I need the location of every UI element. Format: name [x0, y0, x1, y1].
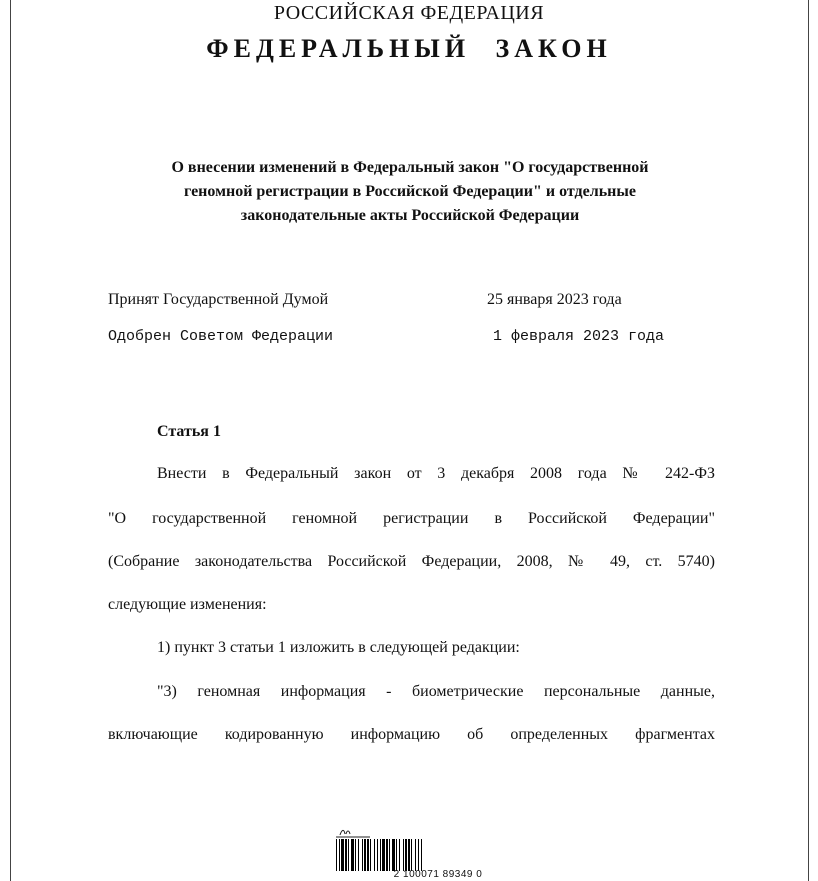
barcode-bar — [341, 839, 344, 871]
law-title-line: законодательные акты Российской Федерации — [240, 207, 580, 224]
barcode-bar — [408, 839, 410, 871]
duma-adoption-date: 25 января 2023 года — [487, 291, 622, 308]
article-text-line: 1) пункт 3 статьи 1 изложить в следующей редакции: — [157, 639, 520, 656]
article-heading: Статья 1 — [157, 423, 221, 440]
article-text-line: включающие кодированную информацию об определенных фрагментах — [108, 726, 715, 743]
law-title-line: О внесении изменений в Федеральный закон "О государственной — [171, 159, 649, 176]
country-heading: РОССИЙСКАЯ ФЕДЕРАЦИЯ — [273, 2, 545, 24]
barcode-bar — [411, 839, 412, 871]
law-type-heading: ФЕДЕРАЛЬНЫЙ ЗАКОН — [206, 34, 612, 63]
article-text-line: Внести в Федеральный закон от 3 декабря 2008 года № 242-ФЗ — [157, 465, 715, 482]
barcode-bar — [336, 839, 337, 871]
barcode-bar — [382, 839, 385, 871]
article-text-line: "О государственной геномной регистрации в Российской Федерации" — [108, 510, 715, 527]
barcode-bar — [362, 839, 363, 871]
barcode-bar — [374, 839, 375, 871]
barcode-bar — [399, 839, 400, 871]
document-page — [10, 0, 809, 881]
barcode-number: 2 100071 89349 0 — [393, 869, 483, 880]
barcode-bar — [351, 839, 354, 871]
barcode-bar — [386, 839, 388, 871]
barcode-bar — [380, 839, 381, 871]
barcode-bar — [396, 839, 397, 871]
barcode-bar — [389, 839, 390, 871]
barcode-bar — [355, 839, 356, 871]
barcode-bar — [421, 839, 422, 871]
barcode-bar — [370, 839, 371, 871]
barcode-bar — [358, 839, 359, 871]
barcode-bar — [403, 839, 404, 871]
barcode-bar — [405, 839, 407, 871]
barcode-bar — [364, 839, 366, 871]
barcode-bar — [367, 839, 369, 871]
barcode-bar — [377, 839, 378, 871]
barcode-bar — [348, 839, 349, 871]
signature-mark-icon — [328, 826, 378, 838]
barcode-bar — [418, 839, 419, 871]
council-approval-label: Одобрен Советом Федерации — [108, 328, 334, 345]
article-text-line: (Собрание законодательства Российской Федерации, 2008, № 49, ст. 5740) — [108, 553, 715, 570]
council-approval-date: 1 февраля 2023 года — [493, 328, 665, 345]
barcode-bar — [339, 839, 340, 871]
article-text-line: "3) геномная информация - биометрические персональные данные, — [157, 683, 715, 700]
barcode-icon — [336, 839, 422, 871]
duma-adoption-label: Принят Государственной Думой — [108, 291, 329, 308]
barcode-bar — [345, 839, 347, 871]
article-text-line: следующие изменения: — [108, 596, 267, 613]
law-title — [100, 156, 720, 228]
barcode-bar — [415, 839, 416, 871]
barcode-bar — [392, 839, 395, 871]
law-title-line: геномной регистрации в Российской Федерации" и отдельные — [184, 183, 636, 200]
